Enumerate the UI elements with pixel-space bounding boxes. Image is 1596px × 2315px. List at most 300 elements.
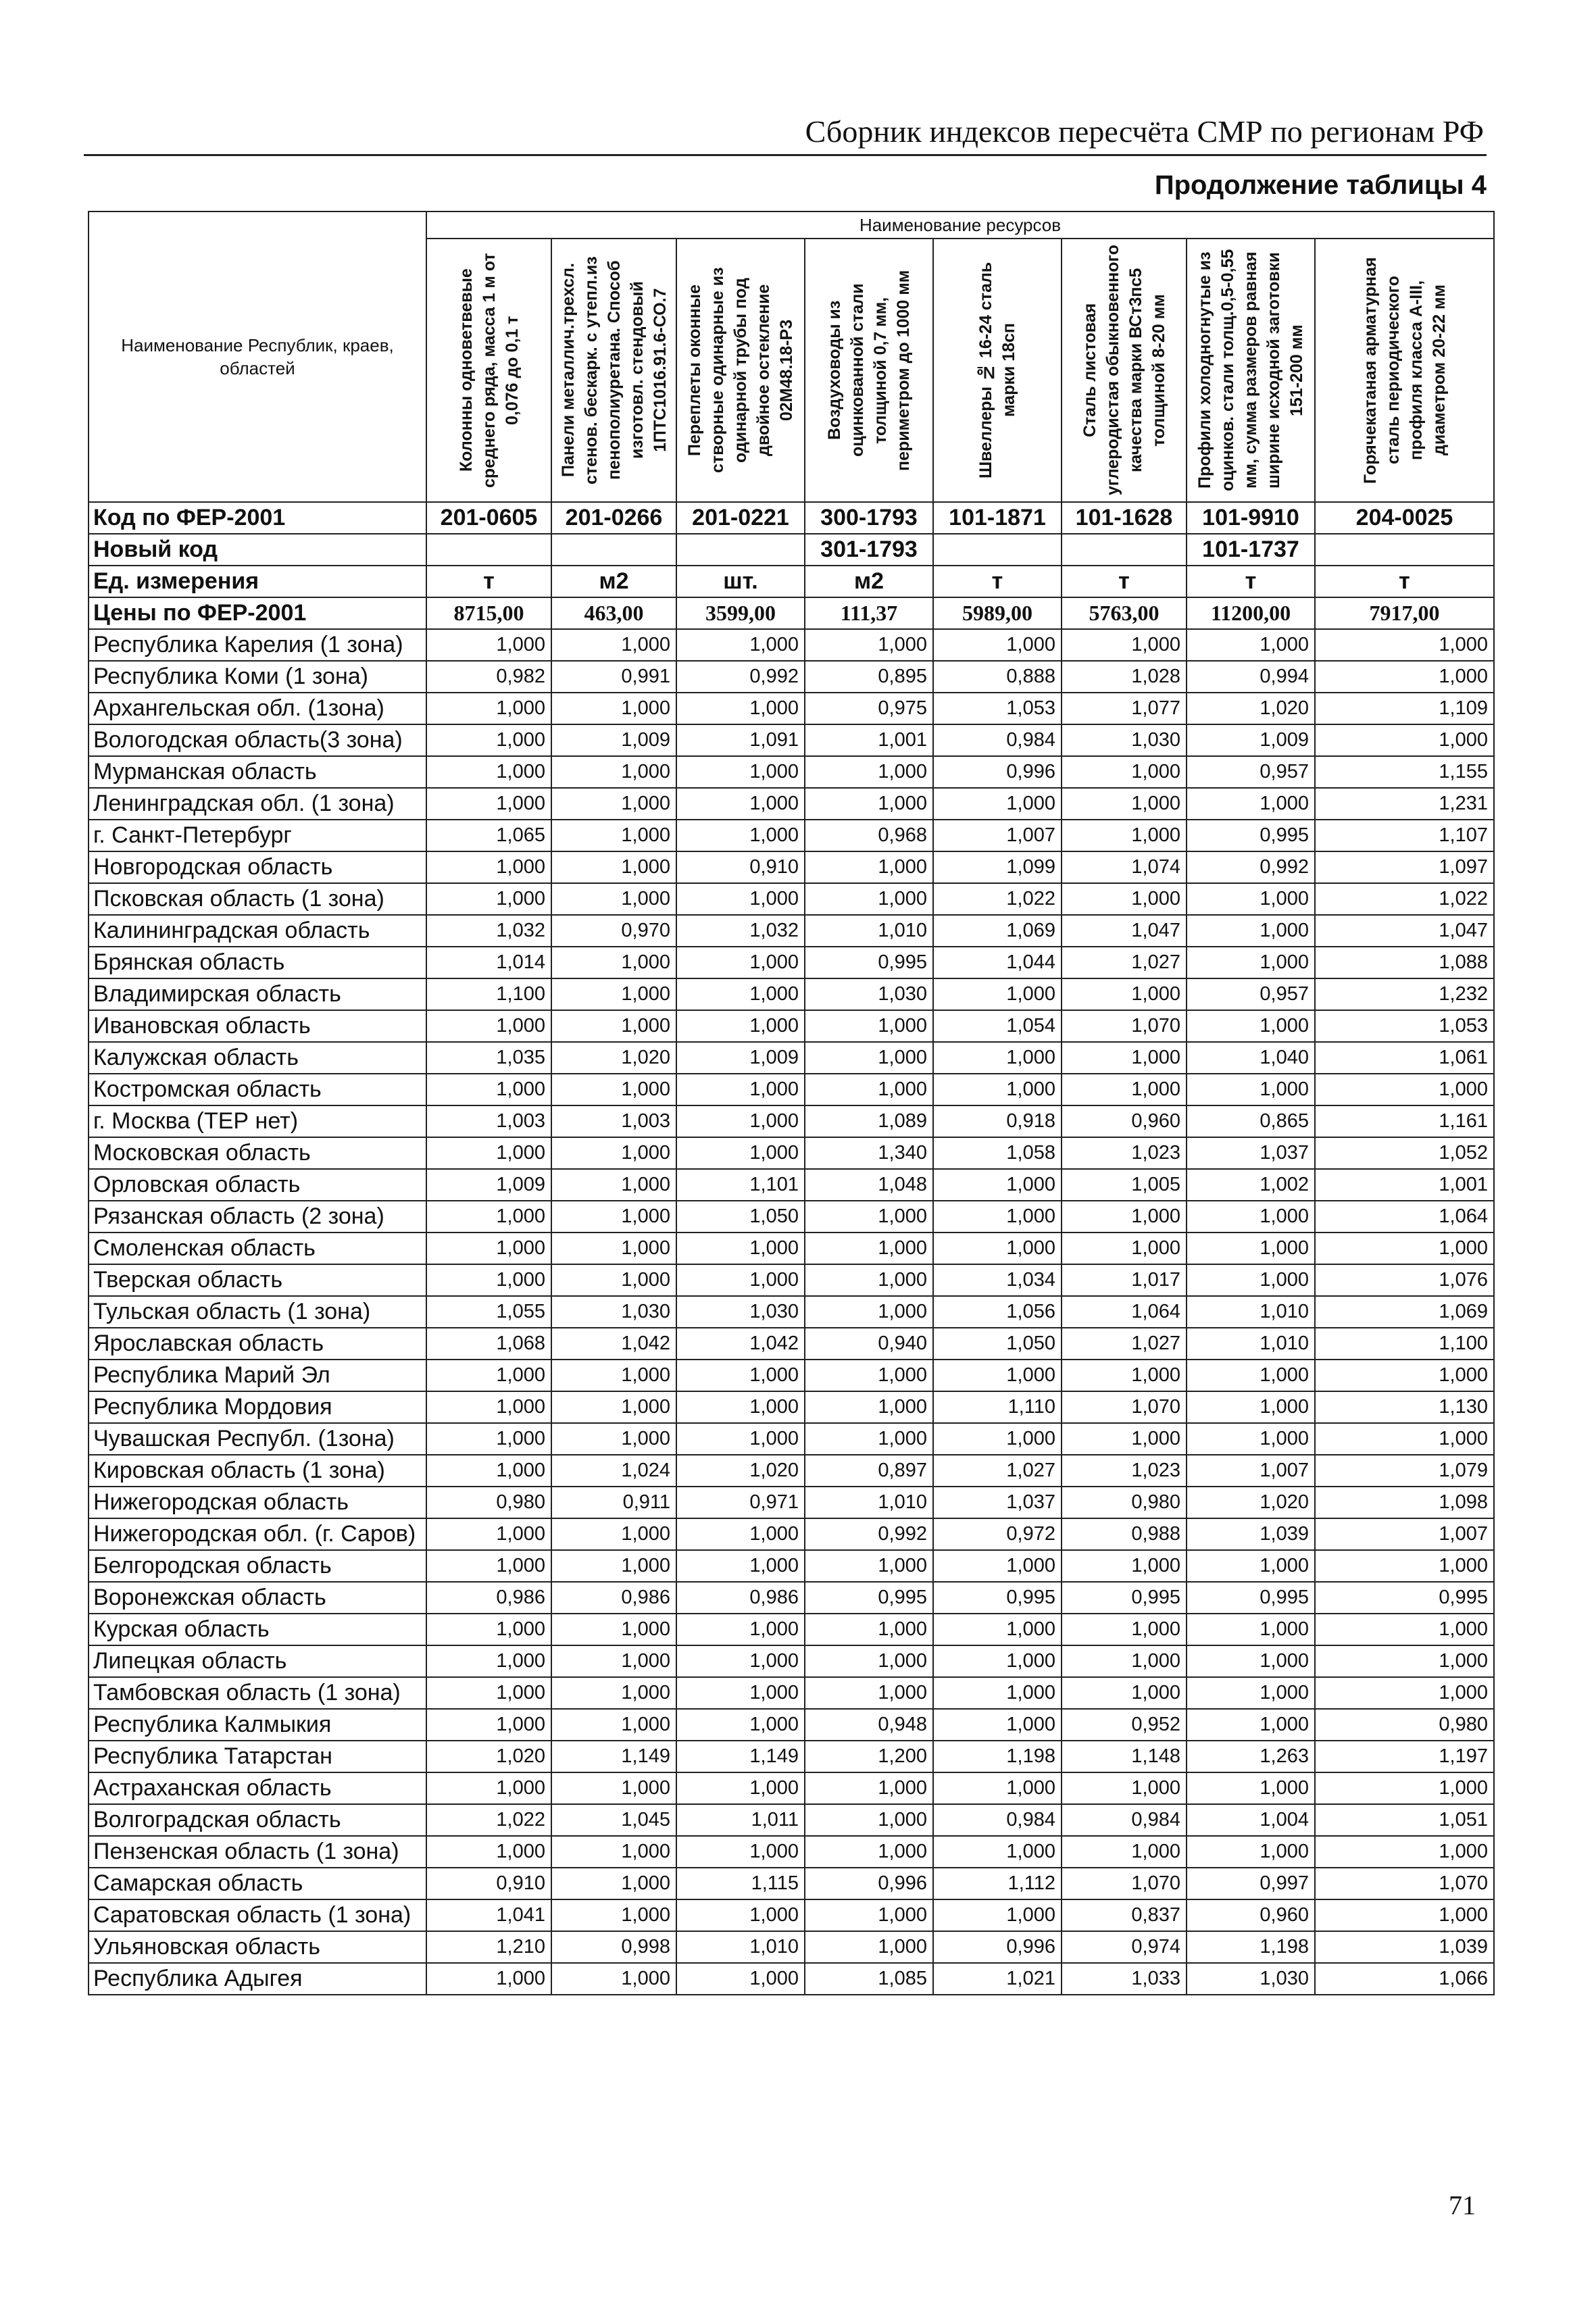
unit-cell: т (1187, 566, 1315, 597)
index-value: 1,000 (676, 1233, 805, 1264)
region-name: Ульяновская область (89, 1931, 426, 1963)
resource-column-header (1062, 239, 1187, 502)
index-value: 1,263 (1187, 1741, 1315, 1772)
index-value: 1,000 (805, 629, 933, 661)
table-row (89, 1487, 1494, 1518)
index-value: 0,960 (1187, 1899, 1315, 1931)
table-row (89, 1169, 1494, 1201)
index-value: 1,000 (805, 1264, 933, 1296)
resource-name: Переплеты оконные створные одинарные из одинарной трубы под двойное остекление 02М48.18-Р3 (685, 267, 796, 474)
index-value: 1,000 (933, 788, 1062, 820)
index-value: 1,058 (933, 1137, 1062, 1169)
code-cell: 101-1628 (1062, 502, 1187, 534)
index-value: 0,911 (551, 1487, 676, 1518)
table-row (89, 756, 1494, 788)
index-value: 1,000 (551, 1074, 676, 1105)
index-value: 1,030 (1062, 724, 1187, 756)
unit-cell: т (426, 566, 551, 597)
code-cell: 101-1871 (933, 502, 1062, 534)
index-value: 1,000 (676, 947, 805, 978)
index-value: 0,996 (933, 1931, 1062, 1963)
region-name: Кировская область (1 зона) (89, 1455, 426, 1487)
index-value: 1,000 (1315, 1233, 1494, 1264)
index-value: 1,000 (1187, 1074, 1315, 1105)
index-value: 0,992 (1187, 851, 1315, 883)
index-value: 1,069 (933, 915, 1062, 947)
index-value: 1,000 (676, 1264, 805, 1296)
index-value: 1,000 (1315, 724, 1494, 756)
index-value: 1,039 (1315, 1931, 1494, 1963)
index-value: 1,000 (426, 1550, 551, 1582)
index-value: 1,000 (1062, 1423, 1187, 1455)
resource-column-header (933, 239, 1062, 502)
price-cell: 3599,00 (676, 597, 805, 629)
region-name: г. Москва (ТЕР нет) (89, 1105, 426, 1137)
index-value: 1,000 (805, 883, 933, 915)
index-value: 1,000 (551, 1423, 676, 1455)
index-value: 1,030 (551, 1296, 676, 1328)
index-value: 1,023 (1062, 1455, 1187, 1487)
resource-name: Панели металлич.трехсл. стенов. бескарк. с утепл.из пенополиуретана. Способ изготовл. стендовый 1ПТС1016.91.6-СО.7 (558, 256, 670, 484)
index-value: 0,982 (426, 661, 551, 693)
index-value: 0,968 (805, 820, 933, 851)
price-row (89, 597, 1494, 629)
unit-cell: м2 (551, 566, 676, 597)
resource-column-header (1187, 239, 1315, 502)
code-cell: 201-0605 (426, 502, 551, 534)
index-value: 0,996 (805, 1868, 933, 1899)
resource-column-header (805, 239, 933, 502)
table-row (89, 1423, 1494, 1455)
index-value: 1,027 (933, 1455, 1062, 1487)
index-value: 1,000 (805, 1836, 933, 1868)
index-value: 1,109 (1315, 693, 1494, 724)
index-value: 1,003 (551, 1105, 676, 1137)
table-row (89, 1360, 1494, 1391)
index-value: 1,000 (1062, 1042, 1187, 1074)
index-value: 1,021 (933, 1963, 1062, 1995)
index-value: 1,000 (551, 1137, 676, 1169)
index-value: 1,085 (805, 1963, 933, 1995)
index-table (88, 211, 1495, 1995)
index-value: 1,065 (426, 820, 551, 851)
index-value: 1,000 (426, 1360, 551, 1391)
header-row-top (89, 211, 1494, 239)
index-value: 1,000 (805, 1010, 933, 1042)
table-row (89, 1645, 1494, 1677)
index-value: 1,149 (551, 1741, 676, 1772)
index-value: 1,000 (1315, 1614, 1494, 1645)
index-value: 1,000 (1062, 756, 1187, 788)
index-value: 1,000 (426, 1518, 551, 1550)
index-value: 1,000 (1062, 1645, 1187, 1677)
index-value: 1,000 (1315, 1550, 1494, 1582)
index-value: 1,000 (1315, 1677, 1494, 1709)
code-cell: 101-9910 (1187, 502, 1315, 534)
index-value: 1,000 (1315, 661, 1494, 693)
index-value: 1,000 (1187, 1550, 1315, 1582)
index-value: 1,011 (676, 1804, 805, 1836)
page-number: 71 (1449, 2190, 1476, 2220)
table-row (89, 915, 1494, 947)
index-value: 0,988 (1062, 1518, 1187, 1550)
unit-cell: м2 (805, 566, 933, 597)
index-value: 1,100 (426, 978, 551, 1010)
index-value: 1,000 (551, 1010, 676, 1042)
index-value: 1,000 (1315, 1360, 1494, 1391)
index-value: 1,155 (1315, 756, 1494, 788)
index-value: 1,000 (805, 1201, 933, 1233)
index-value: 0,971 (676, 1487, 805, 1518)
region-name: Республика Мордовия (89, 1391, 426, 1423)
index-value: 1,000 (1062, 883, 1187, 915)
index-value: 1,000 (426, 1614, 551, 1645)
index-value: 1,000 (933, 978, 1062, 1010)
index-value: 1,070 (1062, 1868, 1187, 1899)
index-value: 1,010 (805, 915, 933, 947)
index-value: 1,000 (676, 883, 805, 915)
index-value: 1,000 (1315, 629, 1494, 661)
index-value: 1,000 (1062, 1201, 1187, 1233)
index-value: 1,042 (676, 1328, 805, 1360)
price-cell: 111,37 (805, 597, 933, 629)
index-value: 1,000 (676, 1709, 805, 1741)
index-value: 1,027 (1062, 1328, 1187, 1360)
index-value: 1,002 (1187, 1169, 1315, 1201)
index-value: 1,048 (805, 1169, 933, 1201)
table-body (89, 502, 1494, 1995)
index-value: 1,000 (551, 1963, 676, 1995)
table-row (89, 1201, 1494, 1233)
region-name: Тверская область (89, 1264, 426, 1296)
code-cell (676, 534, 805, 566)
index-value: 1,017 (1062, 1264, 1187, 1296)
index-value: 1,000 (1187, 947, 1315, 978)
price-cell: 8715,00 (426, 597, 551, 629)
region-name: Калининградская область (89, 915, 426, 947)
index-value: 1,000 (1062, 629, 1187, 661)
region-name: Нижегородская обл. (г. Саров) (89, 1518, 426, 1550)
index-value: 1,101 (676, 1169, 805, 1201)
index-value: 1,033 (1062, 1963, 1187, 1995)
index-value: 1,000 (933, 1360, 1062, 1391)
index-value: 1,000 (551, 947, 676, 978)
index-value: 1,022 (1315, 883, 1494, 915)
index-value: 1,001 (1315, 1169, 1494, 1201)
index-value: 1,020 (551, 1042, 676, 1074)
index-value: 0,972 (933, 1518, 1062, 1550)
region-name: Рязанская область (2 зона) (89, 1201, 426, 1233)
index-value: 1,000 (676, 1614, 805, 1645)
index-value: 1,053 (933, 693, 1062, 724)
table-row (89, 1772, 1494, 1804)
resource-name: Сталь листовая углеродистая обыкновенного качества марки ВСт3пс5 толщиной 8-20 мм (1080, 245, 1168, 496)
index-value: 1,052 (1315, 1137, 1494, 1169)
index-value: 1,000 (805, 788, 933, 820)
resource-name: Профили холодногнутые из оцинков. стали толщ.0,5-0,55 мм, сумма размеров равная ширине исходной заготовки 151-200 мм (1195, 249, 1306, 492)
index-value: 1,000 (551, 629, 676, 661)
index-value: 1,039 (1187, 1518, 1315, 1550)
region-name: Белгородская область (89, 1550, 426, 1582)
table-row (89, 1963, 1494, 1995)
index-value: 1,000 (1187, 1677, 1315, 1709)
index-value: 1,047 (1315, 915, 1494, 947)
region-name: Псковская область (1 зона) (89, 883, 426, 915)
index-value: 1,000 (805, 1423, 933, 1455)
index-value: 1,148 (1062, 1741, 1187, 1772)
index-value: 1,020 (1187, 693, 1315, 724)
index-value: 1,000 (676, 1391, 805, 1423)
region-name: Республика Марий Эл (89, 1360, 426, 1391)
index-value: 0,940 (805, 1328, 933, 1360)
index-value: 1,000 (426, 1074, 551, 1105)
index-value: 0,980 (426, 1487, 551, 1518)
unit-cell: т (1315, 566, 1494, 597)
region-name: Самарская область (89, 1868, 426, 1899)
table-row (89, 1709, 1494, 1741)
region-name: Курская область (89, 1614, 426, 1645)
index-value: 1,000 (933, 1550, 1062, 1582)
index-value: 0,997 (1187, 1868, 1315, 1899)
index-value: 1,089 (805, 1105, 933, 1137)
index-value: 1,000 (805, 1296, 933, 1328)
table-row (89, 851, 1494, 883)
index-value: 1,000 (1062, 1233, 1187, 1264)
table-row (89, 1455, 1494, 1487)
index-value: 1,000 (805, 1550, 933, 1582)
table-continuation-label: Продолжение таблицы 4 (1154, 170, 1487, 200)
index-value: 1,000 (933, 1074, 1062, 1105)
index-value: 1,000 (551, 1360, 676, 1391)
unit-cell: т (1062, 566, 1187, 597)
table-row (89, 1074, 1494, 1105)
index-value: 1,000 (1187, 1772, 1315, 1804)
page-header (84, 108, 1487, 156)
index-value: 1,000 (551, 883, 676, 915)
index-value: 0,992 (805, 1518, 933, 1550)
index-value: 0,957 (1187, 756, 1315, 788)
index-value: 0,974 (1062, 1931, 1187, 1963)
price-cell: 5989,00 (933, 597, 1062, 629)
index-value: 1,000 (426, 693, 551, 724)
row-label: Ед. измерения (89, 566, 426, 597)
table-row (89, 693, 1494, 724)
region-name: Мурманская область (89, 756, 426, 788)
table-row (89, 1518, 1494, 1550)
index-value: 1,000 (551, 1645, 676, 1677)
index-value: 1,000 (551, 788, 676, 820)
index-value: 1,000 (1062, 1677, 1187, 1709)
region-name: Орловская область (89, 1169, 426, 1201)
index-value: 1,000 (1187, 1836, 1315, 1868)
index-value: 1,000 (426, 1963, 551, 1995)
code-cell: 301-1793 (805, 534, 933, 566)
index-value: 1,042 (551, 1328, 676, 1360)
table-row (89, 1010, 1494, 1042)
index-value: 1,000 (1062, 820, 1187, 851)
index-value: 1,014 (426, 947, 551, 978)
index-value: 1,149 (676, 1741, 805, 1772)
index-value: 0,986 (676, 1582, 805, 1614)
region-name: Республика Татарстан (89, 1741, 426, 1772)
index-value: 1,020 (426, 1741, 551, 1772)
unit-row (89, 566, 1494, 597)
index-value: 1,340 (805, 1137, 933, 1169)
index-value: 1,000 (1315, 1772, 1494, 1804)
region-name: Республика Коми (1 зона) (89, 661, 426, 693)
resource-column-header (426, 239, 551, 502)
index-value: 1,110 (933, 1391, 1062, 1423)
index-value: 1,000 (676, 629, 805, 661)
code-cell (426, 534, 551, 566)
index-value: 1,000 (676, 1137, 805, 1169)
code-cell: 300-1793 (805, 502, 933, 534)
index-value: 1,000 (676, 1105, 805, 1137)
index-value: 1,000 (676, 1677, 805, 1709)
index-value: 1,000 (551, 1772, 676, 1804)
index-value: 1,020 (1187, 1487, 1315, 1518)
index-value: 1,198 (933, 1741, 1062, 1772)
unit-cell: т (933, 566, 1062, 597)
index-value: 1,000 (1315, 1836, 1494, 1868)
index-value: 0,975 (805, 693, 933, 724)
index-value: 1,000 (805, 1042, 933, 1074)
row-label: Цены по ФЕР-2001 (89, 597, 426, 629)
table-row (89, 1741, 1494, 1772)
index-value: 1,000 (551, 1550, 676, 1582)
index-value: 1,000 (551, 1614, 676, 1645)
index-value: 1,023 (1062, 1137, 1187, 1169)
index-value: 1,010 (1187, 1296, 1315, 1328)
index-value: 1,010 (676, 1931, 805, 1963)
index-value: 1,000 (676, 1963, 805, 1995)
index-value: 1,000 (426, 883, 551, 915)
index-value: 1,070 (1062, 1010, 1187, 1042)
index-value: 1,000 (933, 1042, 1062, 1074)
price-cell: 5763,00 (1062, 597, 1187, 629)
index-value: 1,232 (1315, 978, 1494, 1010)
code-cell: 101-1737 (1187, 534, 1315, 566)
table-row (89, 1582, 1494, 1614)
table-row (89, 1296, 1494, 1328)
index-value: 1,000 (805, 756, 933, 788)
index-value: 1,000 (426, 1772, 551, 1804)
index-value: 1,000 (933, 1709, 1062, 1741)
resource-column-header (676, 239, 805, 502)
index-value: 1,000 (1062, 1614, 1187, 1645)
index-value: 1,130 (1315, 1391, 1494, 1423)
index-value: 1,097 (1315, 851, 1494, 883)
index-value: 0,984 (933, 1804, 1062, 1836)
index-value: 1,068 (426, 1328, 551, 1360)
index-value: 1,000 (933, 1233, 1062, 1264)
index-value: 1,010 (1187, 1328, 1315, 1360)
region-name: Архангельская обл. (1зона) (89, 693, 426, 724)
index-value: 1,041 (426, 1899, 551, 1931)
index-value: 1,000 (1062, 1550, 1187, 1582)
index-value: 1,107 (1315, 820, 1494, 851)
index-value: 1,000 (551, 978, 676, 1010)
index-value: 1,000 (426, 1264, 551, 1296)
index-value: 1,000 (1187, 1391, 1315, 1423)
index-value: 1,000 (676, 788, 805, 820)
index-value: 1,037 (1187, 1137, 1315, 1169)
index-value: 1,000 (426, 756, 551, 788)
code-cell: 204-0025 (1315, 502, 1494, 534)
index-value: 1,000 (1187, 1233, 1315, 1264)
index-value: 1,000 (551, 851, 676, 883)
index-value: 1,009 (1187, 724, 1315, 756)
index-value: 1,098 (1315, 1487, 1494, 1518)
region-name: Тамбовская область (1 зона) (89, 1677, 426, 1709)
region-name: Костромская область (89, 1074, 426, 1105)
index-value: 1,000 (933, 1614, 1062, 1645)
index-value: 1,010 (805, 1487, 933, 1518)
region-name: Липецкая область (89, 1645, 426, 1677)
index-value: 1,000 (1187, 1614, 1315, 1645)
index-value: 1,050 (676, 1201, 805, 1233)
index-value: 0,994 (1187, 661, 1315, 693)
index-value: 1,000 (426, 1391, 551, 1423)
index-value: 1,000 (551, 1264, 676, 1296)
index-value: 1,032 (676, 915, 805, 947)
index-value: 1,064 (1315, 1201, 1494, 1233)
table-row (89, 1804, 1494, 1836)
index-value: 1,061 (1315, 1042, 1494, 1074)
index-value: 1,027 (1062, 947, 1187, 978)
region-name: Брянская область (89, 947, 426, 978)
table-row (89, 724, 1494, 756)
region-name: Чувашская Республ. (1зона) (89, 1423, 426, 1455)
index-value: 1,070 (1315, 1868, 1494, 1899)
index-value: 1,000 (676, 820, 805, 851)
index-value: 1,009 (426, 1169, 551, 1201)
region-name: Волгоградская область (89, 1804, 426, 1836)
index-value: 0,952 (1062, 1709, 1187, 1741)
index-value: 1,000 (676, 1550, 805, 1582)
index-value: 1,035 (426, 1042, 551, 1074)
index-value: 0,980 (1062, 1487, 1187, 1518)
row-label: Код по ФЕР-2001 (89, 502, 426, 534)
code-cell: 201-0266 (551, 502, 676, 534)
index-value: 0,984 (933, 724, 1062, 756)
region-name: Тульская область (1 зона) (89, 1296, 426, 1328)
region-name: Ярославская область (89, 1328, 426, 1360)
index-value: 1,000 (551, 820, 676, 851)
index-value: 1,000 (551, 1868, 676, 1899)
region-column-header: Наименование Республик, краев, областей (89, 211, 426, 502)
region-name: Саратовская область (1 зона) (89, 1899, 426, 1931)
index-value: 1,000 (933, 1899, 1062, 1931)
index-value: 1,074 (1062, 851, 1187, 883)
region-name: Владимирская область (89, 978, 426, 1010)
index-value: 1,000 (1187, 1264, 1315, 1296)
index-value: 1,022 (933, 883, 1062, 915)
index-value: 1,000 (551, 1169, 676, 1201)
index-value: 1,000 (676, 1010, 805, 1042)
table-row (89, 1137, 1494, 1169)
index-value: 1,000 (1062, 1074, 1187, 1105)
index-value: 1,030 (1187, 1963, 1315, 1995)
index-value: 1,051 (1315, 1804, 1494, 1836)
index-value: 1,000 (933, 1645, 1062, 1677)
index-value: 1,007 (1187, 1455, 1315, 1487)
index-value: 1,000 (1187, 629, 1315, 661)
index-value: 1,040 (1187, 1042, 1315, 1074)
index-value: 1,000 (676, 978, 805, 1010)
table-row (89, 1264, 1494, 1296)
index-value: 1,050 (933, 1328, 1062, 1360)
